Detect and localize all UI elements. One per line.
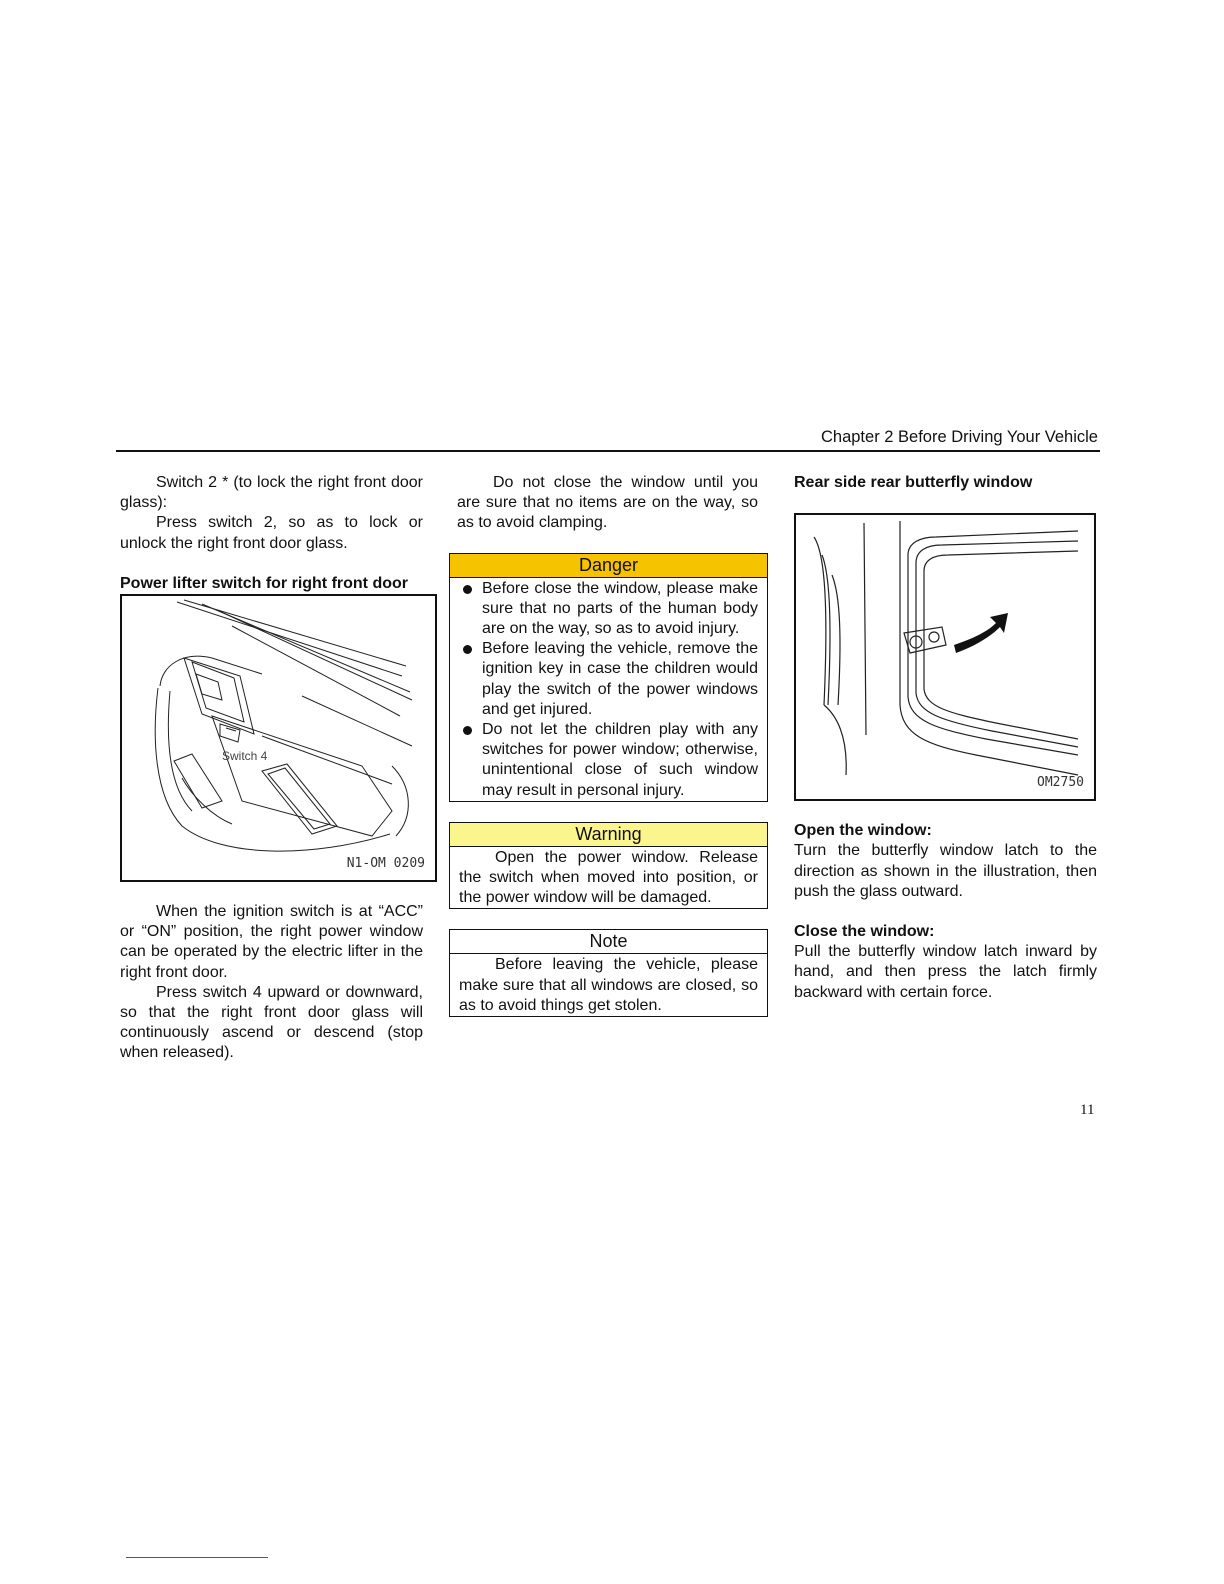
danger-box xyxy=(449,553,768,802)
footnote-divider xyxy=(126,1557,268,1558)
door-panel-drawing xyxy=(122,596,435,880)
warning-title: Warning xyxy=(450,823,767,847)
note-box xyxy=(449,929,768,1017)
switch4-paragraph: Press switch 4 upward or downward, so that the right front door glass will continuously ascend or descend (stop when released). xyxy=(120,983,423,1062)
warning-body: Open the power window. Release the switch when moved into position, or the power window will be damaged. xyxy=(459,848,758,907)
danger-body xyxy=(450,578,767,801)
figure-code: OM2750 xyxy=(1037,775,1084,790)
header-divider xyxy=(116,450,1100,452)
danger-item: Before close the window, please make sure that no parts of the human body are on the way, so as to avoid injury. xyxy=(459,579,758,640)
clamping-caution: Do not close the window until you are sure that no items are on the way, so as to avoid clamping. xyxy=(457,474,758,532)
butterfly-window-illustration xyxy=(794,513,1096,801)
figure-code: N1-OM 0209 xyxy=(346,855,425,871)
section-heading-butterfly-window: Rear side rear butterfly window xyxy=(794,474,1033,491)
open-window-heading: Open the window: xyxy=(794,822,932,840)
danger-item: Do not let the children play with any switches for power window; otherwise, unintentional close of such window may result in personal injury. xyxy=(459,720,758,801)
switch2-caption: Switch 2 * (to lock the right front door glass): xyxy=(120,474,423,512)
note-title: Note xyxy=(450,930,767,954)
close-window-body: Pull the butterfly window latch inward by hand, and then press the latch firmly backward with certain force. xyxy=(794,943,1097,1001)
ignition-paragraph: When the ignition switch is at “ACC” or “ON” position, the right power window can be operated by the electric lifter in the right front door. xyxy=(120,903,423,981)
left-column xyxy=(120,473,423,1064)
switch2-instruction: Press switch 2, so as to lock or unlock the right front door glass. xyxy=(120,514,423,552)
danger-item: Before leaving the vehicle, remove the ignition key in case the children would play the switch of the power windows and get injured. xyxy=(459,639,758,720)
right-column xyxy=(794,473,1097,1003)
section-heading-power-lifter: Power lifter switch for right front door xyxy=(120,574,408,592)
danger-title: Danger xyxy=(450,554,767,578)
page-number: 11 xyxy=(1080,1102,1095,1118)
door-switch-illustration xyxy=(120,594,437,882)
butterfly-window-drawing xyxy=(796,515,1094,799)
chapter-title: Chapter 2 Before Driving Your Vehicle xyxy=(820,428,1098,446)
open-window-body: Turn the butterfly window latch to the direction as shown in the illustration, then push the glass outward. xyxy=(794,842,1097,900)
close-window-heading: Close the window: xyxy=(794,923,935,941)
warning-box xyxy=(449,822,768,910)
note-body: Before leaving the vehicle, please make sure that all windows are closed, so as to avoid things get stolen. xyxy=(459,956,758,1014)
switch4-callout: Switch 4 xyxy=(222,749,268,764)
middle-column xyxy=(449,473,768,1017)
